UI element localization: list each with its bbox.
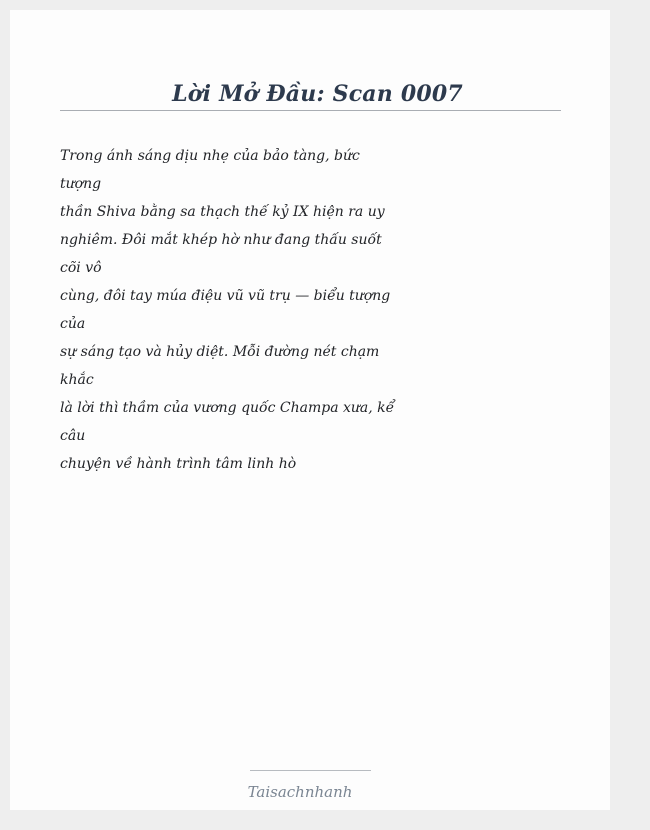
paragraph-line: của (60, 316, 86, 332)
title-divider (60, 110, 561, 111)
page-title: Lời Mở Đầu: Scan 0007 (172, 81, 463, 107)
paragraph-line: tượng (60, 176, 102, 192)
paragraph-line: cùng, đôi tay múa điệu vũ vũ trụ — biểu tượng (60, 288, 391, 304)
paragraph-line: là lời thì thầm của vương quốc Champa xưa, kể (60, 400, 395, 416)
paragraph-line: khắc (60, 372, 94, 388)
paragraph-line: thần Shiva bằng sa thạch thế kỷ IX hiện ra uy (60, 204, 385, 220)
document-page (10, 10, 610, 810)
paragraph-line: nghiêm. Đôi mắt khép hờ như đang thấu suốt (60, 232, 382, 248)
footer-brand: Taisachnhanh (247, 783, 353, 801)
paragraph-line: Trong ánh sáng dịu nhẹ của bảo tàng, bức (60, 148, 360, 164)
footer-divider (250, 770, 371, 771)
paragraph-line: chuyện về hành trình tâm linh hò (60, 456, 297, 472)
paragraph-line: câu (60, 428, 86, 444)
paragraph-line: cõi vô (60, 260, 102, 276)
body-paragraph (60, 142, 395, 478)
paragraph-line: sự sáng tạo và hủy diệt. Mỗi đường nét chạm (60, 344, 380, 360)
